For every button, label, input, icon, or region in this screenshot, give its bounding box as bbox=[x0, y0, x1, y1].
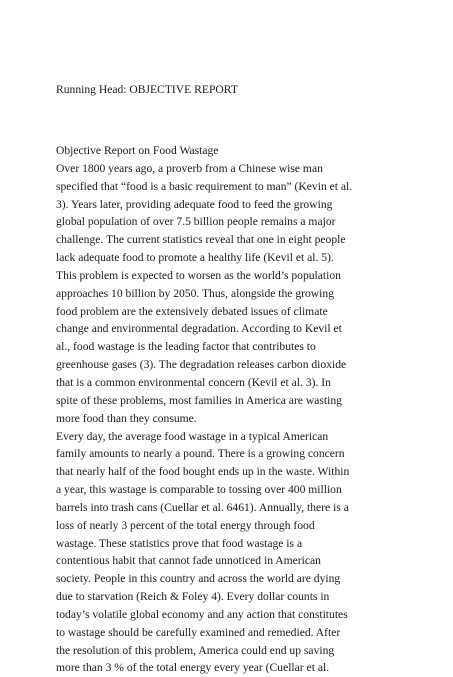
running-head: Running Head: OBJECTIVE REPORT bbox=[56, 83, 238, 96]
text-line: This problem is expected to worsen as the world’s population bbox=[56, 268, 341, 282]
text-line: al., food wastage is the leading factor that contributes to bbox=[56, 340, 316, 354]
text-line: greenhouse gases (3). The degradation releases carbon dioxide bbox=[56, 358, 347, 372]
text-line: Over 1800 years ago, a proverb from a Chinese wise man bbox=[56, 161, 323, 175]
text-line: society. People in this country and across the world are dying bbox=[56, 572, 341, 586]
text-line: that nearly half of the food bought ends up in the waste. Within bbox=[56, 465, 350, 479]
text-line: approaches 10 billion by 2050. Thus, alongside the growing bbox=[56, 286, 334, 300]
text-line: to wastage should be carefully examined and remedied. After bbox=[56, 625, 341, 639]
text-line: loss of nearly 3 percent of the total energy through food bbox=[56, 518, 315, 532]
text-line: today’s volatile global economy and any action that constitutes bbox=[56, 607, 348, 621]
text-line: that is a common environmental concern (Kevil et al. 3). In bbox=[56, 375, 331, 389]
text-line: barrels into trash cans (Cuellar et al. 6461). Annually, there is a bbox=[56, 500, 349, 514]
text-line: change and environmental degradation. According to Kevil et bbox=[56, 322, 342, 336]
text-line: wastage. These statistics prove that food wastage is a bbox=[56, 536, 303, 550]
text-line: the resolution of this problem, America could end up saving bbox=[56, 643, 335, 657]
text-line: global population of over 7.5 billion people remains a major bbox=[56, 215, 336, 229]
text-line: more food than they consume. bbox=[56, 411, 197, 425]
text-line: spite of these problems, most families in America are wasting bbox=[56, 393, 342, 407]
text-line: more than 3 % of the total energy every year (Cuellar et al. bbox=[56, 661, 330, 675]
text-line: food problem are the extensively debated issues of climate bbox=[56, 304, 328, 318]
text-line: challenge. The current statistics reveal that one in eight people bbox=[56, 233, 346, 247]
text-line: contentious habit that cannot fade unnoticed in American bbox=[56, 554, 321, 568]
report-title: Objective Report on Food Wastage bbox=[56, 144, 219, 157]
text-line: family amounts to nearly a pound. There is a growing concern bbox=[56, 447, 345, 461]
text-line: due to starvation (Reich & Foley 4). Every dollar counts in bbox=[56, 590, 330, 604]
text-line: specified that “food is a basic requirement to man” (Kevin et al. bbox=[56, 179, 353, 193]
text-line: lack adequate food to promote a healthy life (Kevil et al. 5). bbox=[56, 251, 334, 265]
text-line: a year, this wastage is comparable to tossing over 400 million bbox=[56, 483, 342, 497]
text-line: Every day, the average food wastage in a typical American bbox=[56, 429, 329, 443]
report-body bbox=[56, 142, 416, 677]
text-line: 3). Years later, providing adequate food to feed the growing bbox=[56, 197, 333, 211]
